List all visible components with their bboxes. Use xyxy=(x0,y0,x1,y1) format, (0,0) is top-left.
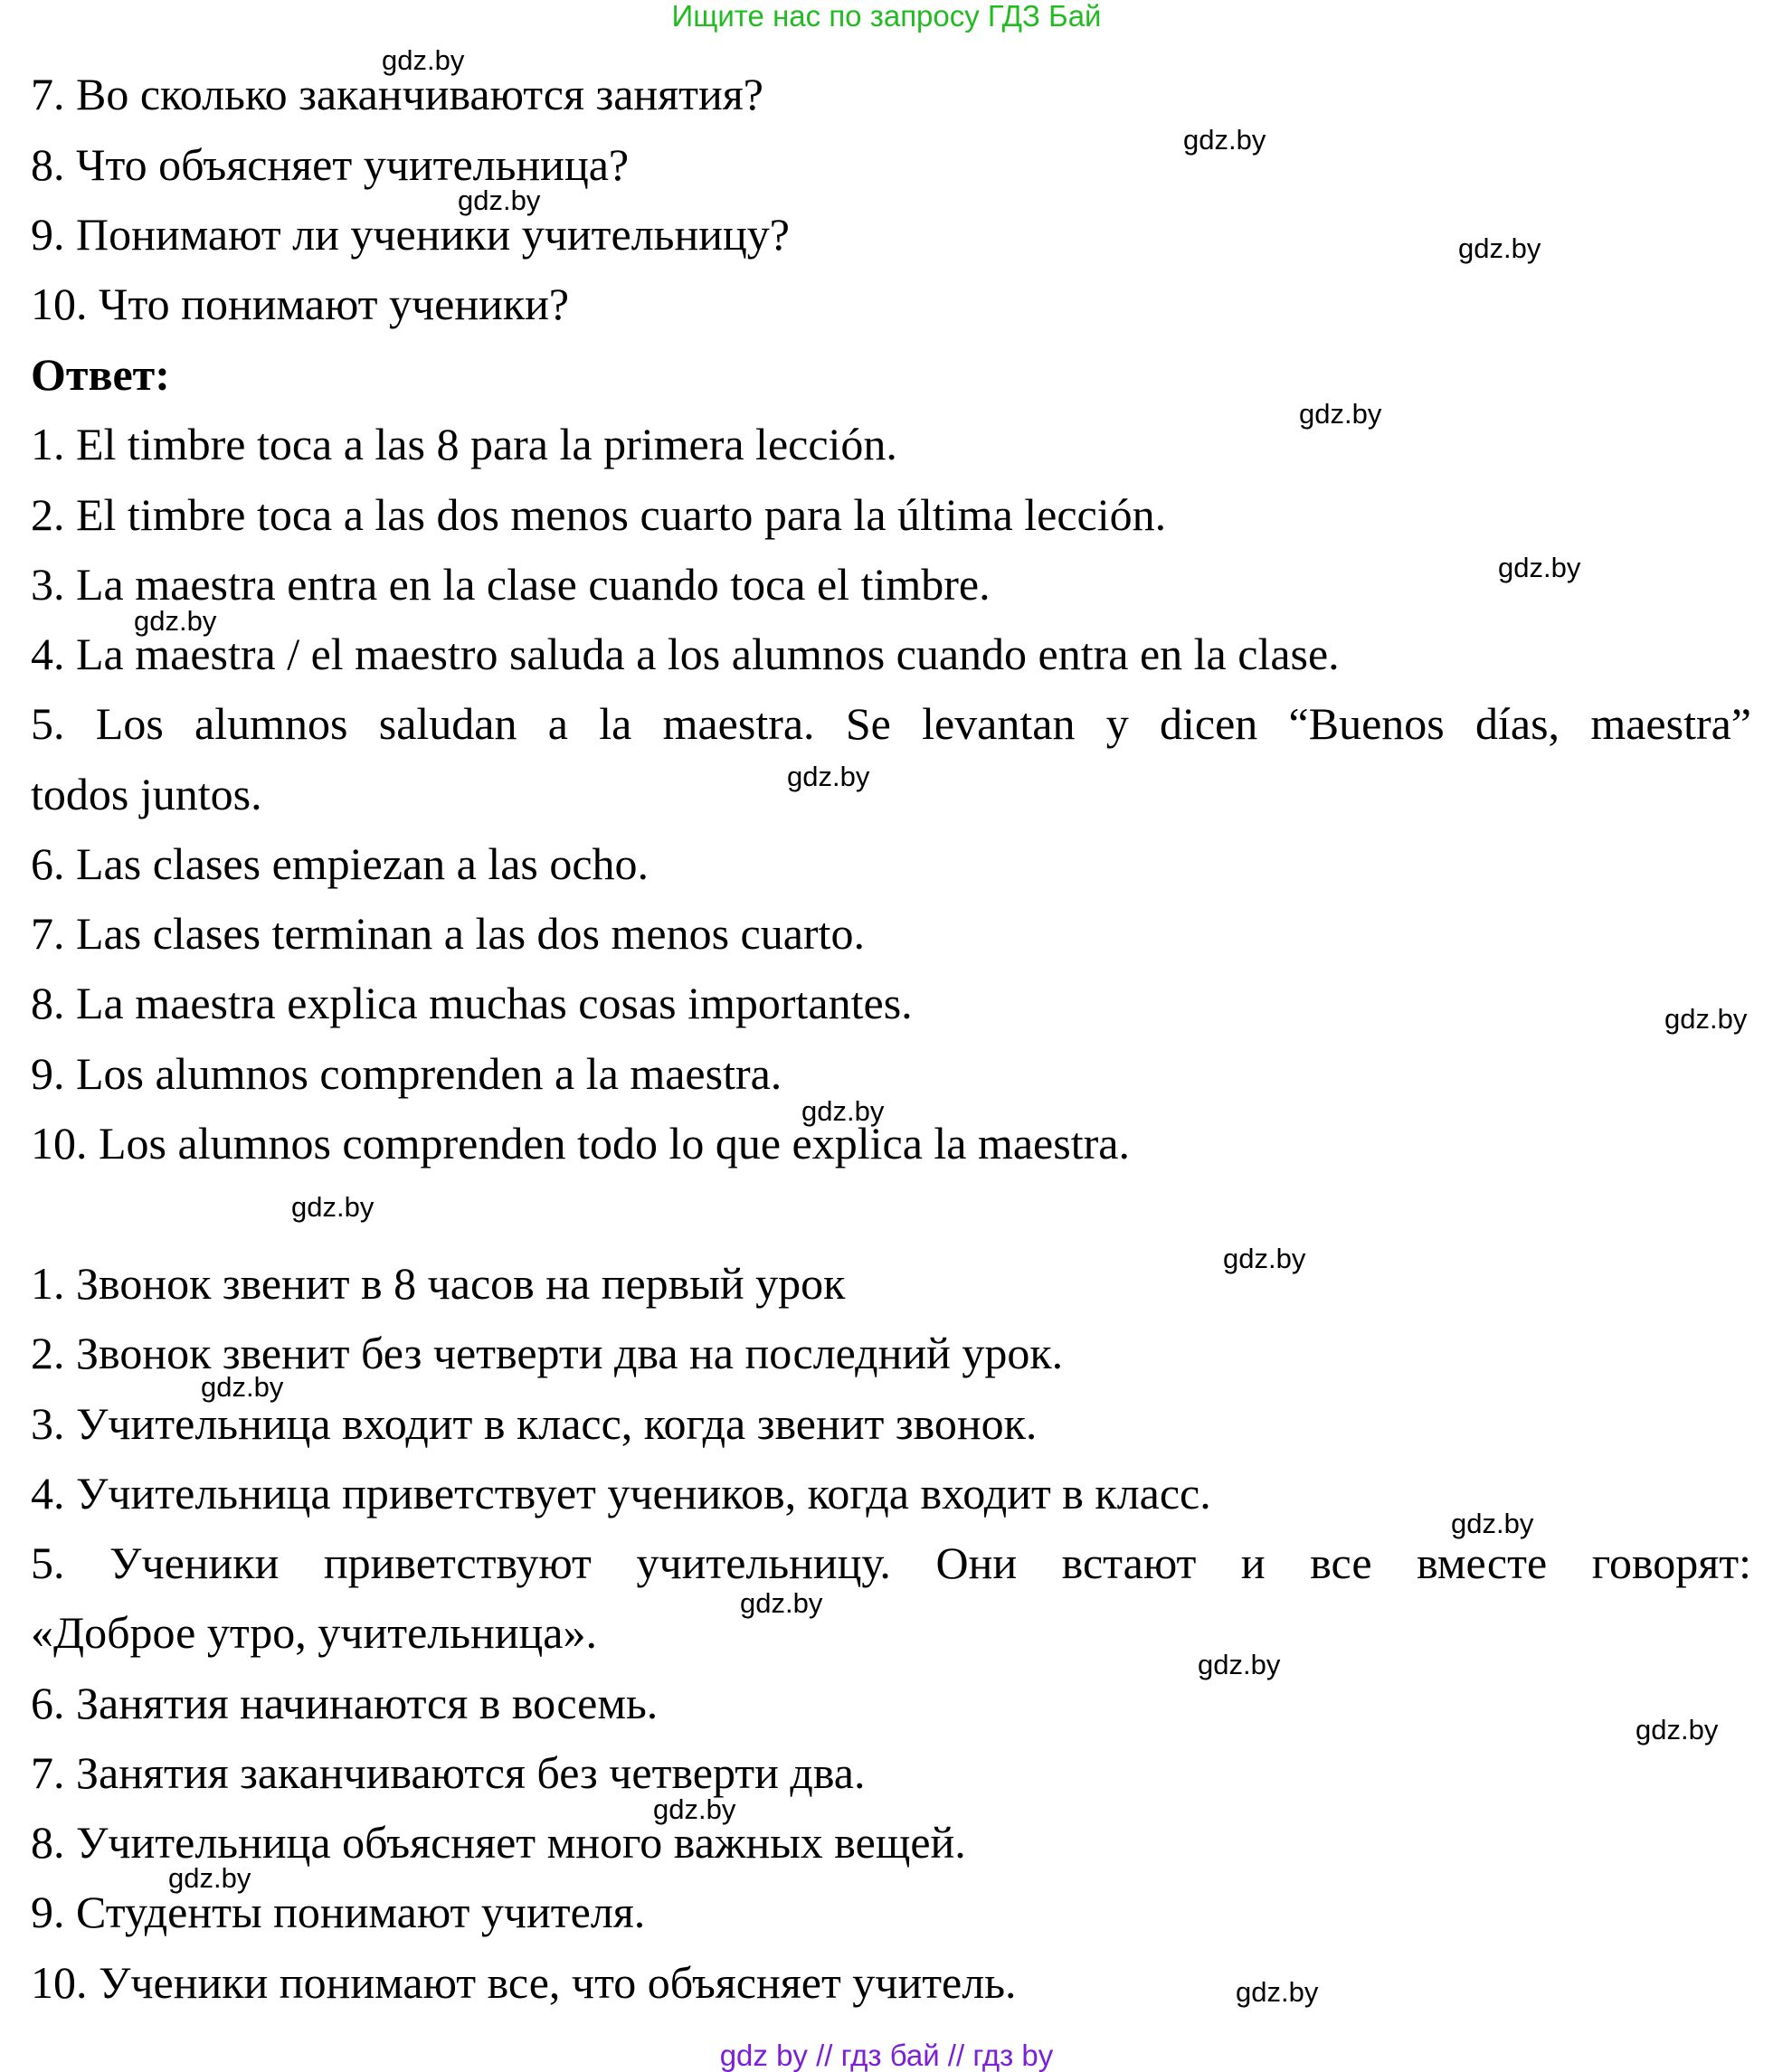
spanish-answer-6: 6. Las clases empiezan a las ocho. xyxy=(31,838,649,889)
spanish-answer-3: 3. La maestra entra en la clase cuando toca el timbre. xyxy=(31,559,991,610)
watermark: gdz.by xyxy=(1498,552,1581,583)
watermark: gdz.by xyxy=(382,44,465,76)
watermark: gdz.by xyxy=(291,1191,375,1223)
russian-answer-4: 4. Учительница приветствует учеников, когда входит в класс. xyxy=(31,1468,1211,1519)
russian-answer-7: 7. Занятия заканчиваются без четверти два. xyxy=(31,1747,866,1798)
russian-answer-1: 1. Звонок звенит в 8 часов на первый урок xyxy=(31,1258,846,1309)
watermark: gdz.by xyxy=(1223,1243,1306,1274)
russian-answer-8: 8. Учительница объясняет много важных вещей. xyxy=(31,1817,966,1868)
spanish-answer-1: 1. El timbre toca a las 8 para la primera lección. xyxy=(31,419,897,469)
watermark: gdz.by xyxy=(201,1371,284,1403)
question-10: 10. Что понимают ученики? xyxy=(31,279,570,329)
russian-answer-6: 6. Занятия начинаются в восемь. xyxy=(31,1678,659,1728)
watermark: gdz.by xyxy=(787,761,870,792)
watermark: gdz.by xyxy=(801,1095,885,1127)
russian-answer-5: 5. Ученики приветствуют учительницу. Они встают и все вместе говорят: xyxy=(31,1537,1751,1588)
spanish-answer-5: 5. Los alumnos saludan a la maestra. Se levantan y dicen “Buenos días, maestra” xyxy=(31,698,1751,749)
watermark: gdz.by xyxy=(168,1862,251,1894)
footer-links: gdz by // гдз бай // гдз by xyxy=(719,2039,1054,2072)
watermark: gdz.by xyxy=(1198,1649,1281,1680)
answer-heading: Ответ: xyxy=(31,349,170,400)
spanish-answer-9: 9. Los alumnos comprenden a la maestra. xyxy=(31,1048,782,1099)
watermark: gdz.by xyxy=(134,605,217,637)
watermark: gdz.by xyxy=(740,1587,823,1619)
spanish-answer-10: 10. Los alumnos comprenden todo lo que explica la maestra. xyxy=(31,1118,1130,1168)
watermark: gdz.by xyxy=(458,184,541,216)
watermark: gdz.by xyxy=(1236,1976,1319,2008)
top-banner: Ищите нас по запросу ГДЗ Бай xyxy=(671,0,1102,33)
spanish-answer-7: 7. Las clases terminan a las dos menos cuarto. xyxy=(31,908,865,959)
russian-answer-3: 3. Учительница входит в класс, когда звенит звонок. xyxy=(31,1398,1038,1449)
russian-answer-2: 2. Звонок звенит без четверти два на последний урок. xyxy=(31,1328,1064,1378)
watermark: gdz.by xyxy=(1299,398,1382,430)
watermark: gdz.by xyxy=(653,1793,736,1825)
spanish-answer-2: 2. El timbre toca a las dos menos cuarto para la última lección. xyxy=(31,489,1167,540)
question-7: 7. Во сколько заканчиваются занятия? xyxy=(31,69,763,119)
question-8: 8. Что объясняет учительница? xyxy=(31,139,630,190)
watermark: gdz.by xyxy=(1458,232,1541,264)
russian-answer-9: 9. Студенты понимают учителя. xyxy=(31,1887,646,1937)
question-9: 9. Понимают ли ученики учительницу? xyxy=(31,209,790,260)
russian-answer-5-cont: «Доброе утро, учительница». xyxy=(31,1607,597,1658)
watermark: gdz.by xyxy=(1664,1003,1748,1035)
watermark: gdz.by xyxy=(1636,1714,1719,1746)
spanish-answer-4: 4. La maestra / el maestro saluda a los alumnos cuando entra en la clase. xyxy=(31,629,1340,679)
russian-answer-10: 10. Ученики понимают все, что объясняет учитель. xyxy=(31,1957,1017,2008)
watermark: gdz.by xyxy=(1183,124,1266,156)
watermark: gdz.by xyxy=(1451,1508,1534,1539)
spanish-answer-8: 8. La maestra explica muchas cosas importantes. xyxy=(31,978,913,1028)
spanish-answer-5-cont: todos juntos. xyxy=(31,769,262,819)
